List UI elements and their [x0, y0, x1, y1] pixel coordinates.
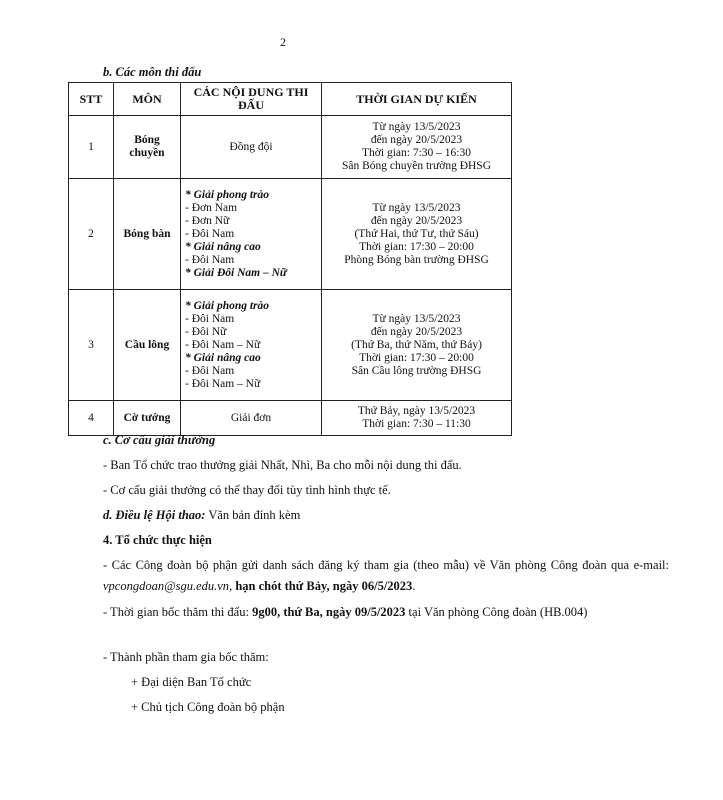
- content-line: - Đơn Nam: [185, 201, 238, 214]
- row-thoi-gian: [322, 179, 512, 290]
- time-line: đến ngày 20/5/2023: [370, 214, 463, 227]
- row-stt: 1: [69, 116, 114, 179]
- time-line: Từ ngày 13/5/2023: [372, 201, 461, 214]
- content-line: - Đôi Nam: [185, 253, 235, 266]
- time-line: Từ ngày 13/5/2023: [372, 312, 461, 325]
- section-d-title: d. Điều lệ Hội thao:: [103, 508, 206, 522]
- table-row: [69, 116, 512, 179]
- content-line: - Đôi Nam – Nữ: [185, 377, 261, 390]
- content-heading: * Giải phong trào: [185, 299, 270, 312]
- time-line: (Thứ Ba, thứ Năm, thứ Bảy): [351, 338, 482, 351]
- draw-time: 9g00, thứ Ba, ngày 09/5/2023: [252, 605, 406, 619]
- time-line: Từ ngày 13/5/2023: [372, 121, 461, 133]
- content-line: - Đơn Nữ: [185, 214, 230, 227]
- time-line: Thời gian: 7:30 – 11:30: [362, 418, 471, 430]
- row-noi-dung: Đồng đội: [181, 116, 322, 179]
- table-row: [69, 401, 512, 436]
- competition-schedule-table: [68, 82, 512, 436]
- p1-text: - Các Công đoàn bộ phận gửi danh sách đăng ký tham gia (theo mẫu) về Văn phòng Công đoàn qua e-mail:: [103, 558, 669, 572]
- section-c-line1: - Ban Tổ chức trao thưởng giải Nhất, Nhì, Ba cho mỗi nội dung thi đấu.: [103, 458, 462, 472]
- p2-text: - Thời gian bốc thăm thi đấu:: [103, 605, 253, 619]
- row-thoi-gian: [322, 116, 512, 179]
- content-heading: * Giải phong trào: [185, 188, 270, 201]
- table-row: [69, 290, 512, 401]
- table-header-row: [69, 83, 512, 116]
- time-line: Thứ Bảy, ngày 13/5/2023: [357, 405, 476, 417]
- content-line: - Đôi Nam: [185, 364, 235, 377]
- content-line: - Đôi Nam: [185, 227, 235, 240]
- content-line: - Đôi Nam: [185, 312, 235, 325]
- time-line: Thời gian: 17:30 – 20:00: [359, 351, 474, 364]
- time-line: đến ngày 20/5/2023: [370, 134, 463, 146]
- section-b-title: b. Các môn thi đấu: [103, 65, 202, 79]
- table-row: [69, 179, 512, 290]
- content-heading: * Giải Đôi Nam – Nữ: [185, 266, 287, 279]
- email-address: vpcongdoan@sgu.edu.vn: [103, 579, 230, 593]
- time-line: Phòng Bóng bàn trường ĐHSG: [344, 253, 489, 266]
- section-4-paragraph-1: [0, 555, 723, 597]
- row-thoi-gian: [322, 290, 512, 401]
- participant-item: + Chủ tịch Công đoàn bộ phận: [131, 700, 285, 714]
- row-thoi-gian: [322, 401, 512, 436]
- section-c-title: c. Cơ cấu giải thưởng: [103, 433, 216, 447]
- content-heading: * Giải nâng cao: [185, 240, 261, 253]
- deadline: hạn chót thứ Bảy, ngày 06/5/2023: [235, 579, 413, 593]
- page-number: 2: [280, 35, 286, 49]
- content-line: - Đôi Nữ: [185, 325, 227, 338]
- time-line: đến ngày 20/5/2023: [370, 325, 463, 338]
- header-noi-dung: CÁC NỘI DUNG THI ĐẤU: [181, 83, 322, 116]
- p2-location: tại Văn phòng Công đoàn (HB.004): [405, 605, 588, 619]
- participant-item: + Đại diện Ban Tổ chức: [131, 675, 252, 689]
- time-line: Thời gian: 7:30 – 16:30: [362, 147, 471, 159]
- time-line: Sân Bóng chuyền trường ĐHSG: [341, 160, 492, 172]
- time-line: (Thứ Hai, thứ Tư, thứ Sáu): [354, 227, 479, 240]
- p1-end: .: [412, 579, 416, 593]
- content-line: - Đôi Nam – Nữ: [185, 338, 261, 351]
- row-stt: 2: [69, 179, 114, 290]
- content-heading: * Giải nâng cao: [185, 351, 261, 364]
- time-line: Thời gian: 17:30 – 20:00: [359, 240, 474, 253]
- section-c-line2: - Cơ cấu giải thưởng có thể thay đổi tùy tình hình thực tế.: [103, 483, 391, 497]
- row-mon: Cờ tướng: [114, 401, 181, 436]
- row-mon: Bóng bàn: [114, 179, 181, 290]
- header-thoi-gian: THỜI GIAN DỰ KIẾN: [322, 83, 512, 116]
- section-d: [0, 508, 669, 523]
- header-mon: MÔN: [114, 83, 181, 116]
- time-line: Sân Cầu lông trường ĐHSG: [351, 364, 482, 377]
- row-mon: Bóng chuyền: [114, 116, 181, 179]
- row-noi-dung: [181, 179, 322, 290]
- row-mon: Cầu lông: [114, 290, 181, 401]
- section-4-paragraph-2: [0, 602, 723, 623]
- header-stt: STT: [69, 83, 114, 116]
- section-d-text: Văn bản đính kèm: [205, 508, 301, 522]
- row-stt: 3: [69, 290, 114, 401]
- row-noi-dung: [181, 290, 322, 401]
- section-4-title: 4. Tổ chức thực hiện: [103, 533, 212, 547]
- section-4-paragraph-3: - Thành phần tham gia bốc thăm:: [103, 650, 269, 664]
- row-noi-dung: Giải đơn: [181, 401, 322, 436]
- row-stt: 4: [69, 401, 114, 436]
- p1-sep: ,: [229, 579, 236, 593]
